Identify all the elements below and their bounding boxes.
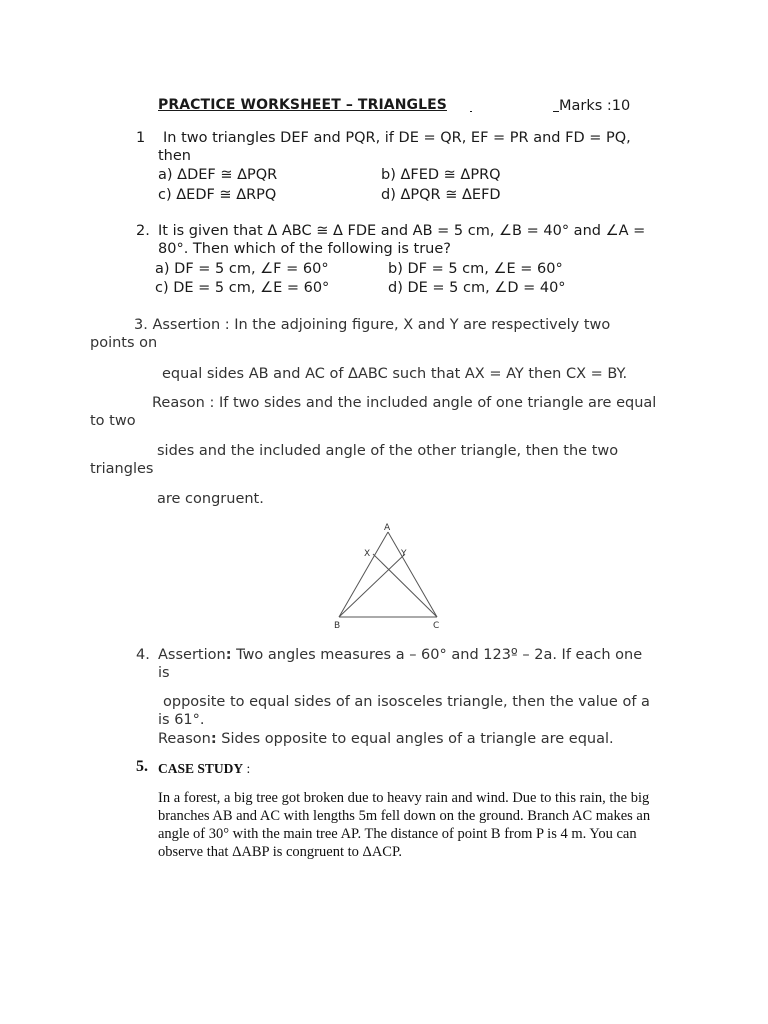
q2-option-d: d) DE = 5 cm, ∠D = 40° [388,280,566,296]
worksheet-title: PRACTICE WORKSHEET – TRIANGLES [158,97,447,113]
q2-option-b: b) DF = 5 cm, ∠E = 60° [388,261,563,277]
q3-assertion-line1: 3. Assertion : In the adjoining figure, X and Y are respectively two [134,317,611,333]
q5-text-line2: branches AB and AC with lengths 5m fell down on the ground. Branch AC makes an [158,808,651,824]
q1-option-a: a) ΔDEF ≅ ΔPQR [158,167,278,183]
q4-reason-text: Sides opposite to equal angles of a triangle are equal. [216,731,614,747]
q3-assertion-line3: equal sides AB and AC of ΔABC such that AX = AY then CX = BY. [162,366,628,382]
q4-reason-label: Reason [158,731,211,747]
segment-cx [373,554,437,617]
title-underline-tail [470,111,472,112]
triangle-figure [330,518,450,634]
q3-reason-line3: sides and the included angle of the other triangle, then the two [157,443,619,459]
vertex-label-b: B [334,621,341,631]
q4-assertion-colon: : [225,647,232,663]
q4-assertion-line1 [158,646,642,664]
q2-stem-line1: It is given that Δ ABC ≅ Δ FDE and AB = 5 cm, ∠B = 40° and ∠A = [158,223,646,239]
q3-reason-line5: are congruent. [157,491,264,507]
q4-assertion-line2: is [158,665,170,681]
side-ab [339,532,388,617]
q4-assertion-text: Two angles measures a – 60° and 123º – 2a. If each one [231,647,643,663]
q1-option-c: c) ΔEDF ≅ ΔRPQ [158,187,277,203]
vertex-label-c: C [433,621,440,631]
point-label-y: Y [401,549,407,559]
q4-number: 4. [136,647,150,663]
q1-stem-line2: then [158,148,191,164]
q5-text-line4: observe that ΔABP is congruent to ΔACP. [158,844,403,860]
q1-number: 1 [136,130,146,146]
q4-line3: opposite to equal sides of an isosceles triangle, then the value of a [163,694,650,710]
marks-label: Marks :10 [559,98,631,114]
q2-option-c: c) DE = 5 cm, ∠E = 60° [155,280,330,296]
q1-stem-line1: In two triangles DEF and PQR, if DE = QR, EF = PR and FD = PQ, [163,130,631,146]
q4-line4: is 61°. [158,712,205,728]
q3-reason-line1: Reason : If two sides and the included angle of one triangle are equal [152,395,657,411]
q2-stem-line2: 80°. Then which of the following is true? [158,241,451,257]
q5-number: 5. [136,758,148,775]
q4-assertion-label: Assertion [158,647,226,663]
q2-number: 2. [136,223,150,239]
segment-by [339,554,405,617]
q3-reason-line4: triangles [90,461,154,477]
q4-reason-line [158,730,614,748]
q2-option-a: a) DF = 5 cm, ∠F = 60° [155,261,329,277]
q3-assertion-line2: points on [90,335,158,351]
q1-option-b: b) ΔFED ≅ ΔPRQ [381,167,501,183]
q5-text-line1: In a forest, a big tree got broken due to heavy rain and wind. Due to this rain, the big [158,790,650,806]
point-label-x: X [364,549,371,559]
q5-heading: CASE STUDY [158,761,244,776]
q5-heading-line [158,761,250,777]
q1-option-d: d) ΔPQR ≅ ΔEFD [381,187,501,203]
q4-reason-colon: : [210,731,217,747]
vertex-label-a: A [384,523,391,533]
q5-text-line3: angle of 30° with the main tree AP. The distance of point B from P is 4 m. You can [158,826,637,842]
side-ac [388,532,437,617]
q5-heading-suffix: : [243,761,251,776]
q3-reason-line2: to two [90,413,136,429]
